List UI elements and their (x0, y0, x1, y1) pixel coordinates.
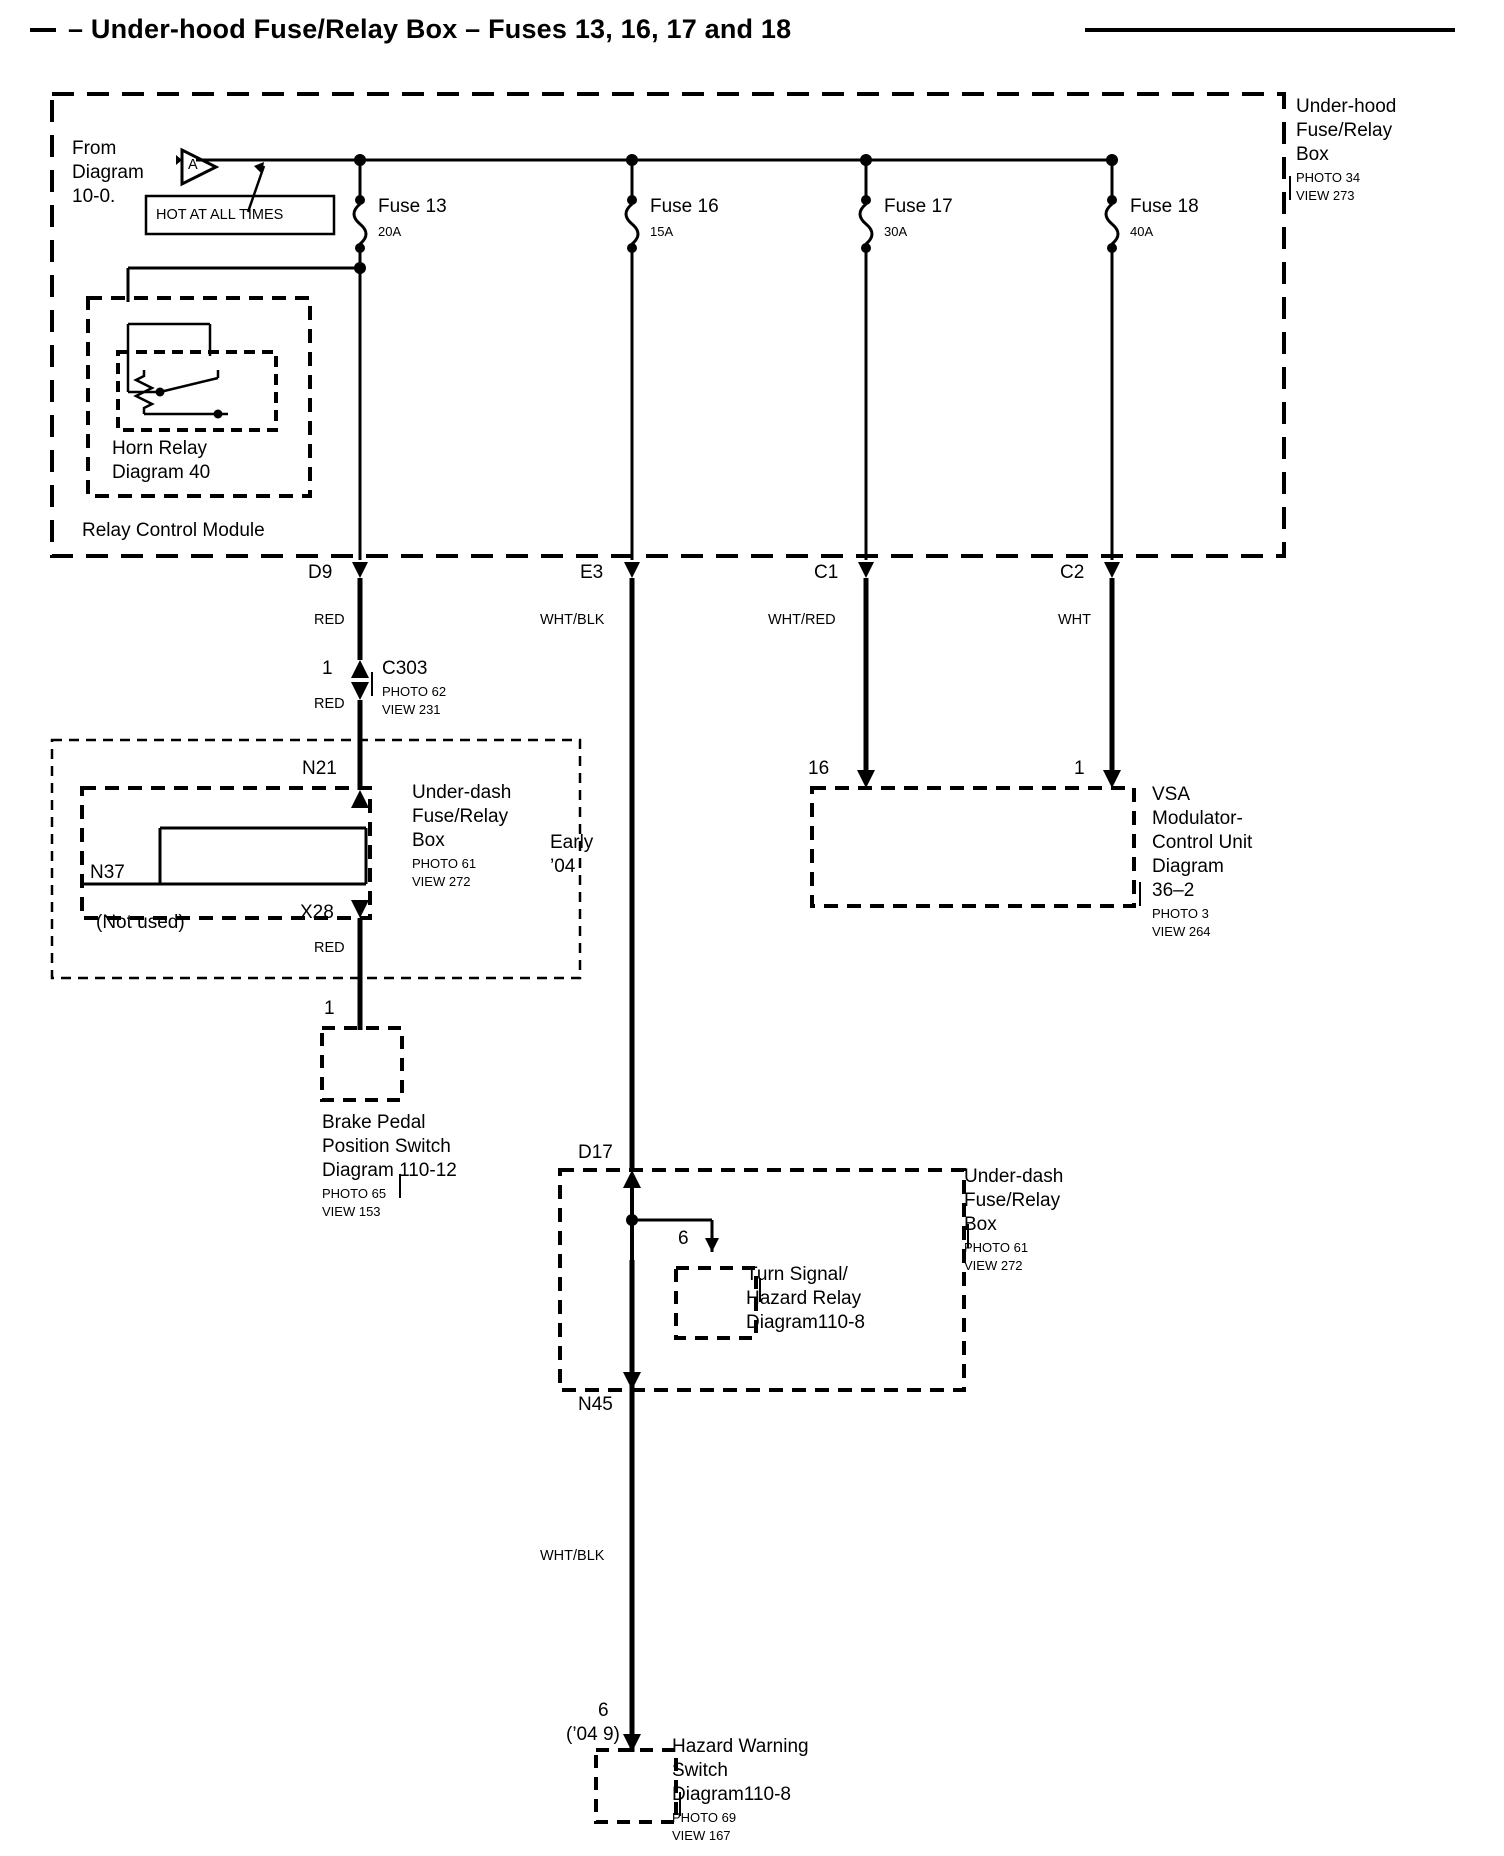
wire-e3: WHT/BLK (540, 612, 605, 628)
vsa-arrow-1 (1103, 770, 1121, 788)
horn-relay-contact-arm (160, 378, 218, 392)
underdash-lower-line3: Box (964, 1214, 997, 1235)
underhood-label-line2: Fuse/Relay (1296, 120, 1393, 141)
vsa-arrow-16 (857, 770, 875, 788)
underdash-box-early-outline (82, 788, 370, 918)
vsa-pin-16: 16 (808, 758, 830, 779)
f17-dot-top (861, 195, 871, 205)
horn-relay-node-1 (214, 410, 223, 419)
hazard-switch-outline (596, 1750, 676, 1822)
turn-relay-line2: Hazard Relay (746, 1288, 862, 1309)
x28-wire-label: RED (314, 940, 345, 956)
horn-relay-label-line2: Diagram 40 (112, 462, 211, 483)
f13-element (354, 204, 366, 244)
underdash-lower-line1: Under-dash (964, 1166, 1064, 1187)
fuse-16-name: Fuse 16 (650, 196, 719, 217)
underdash-early-photo: PHOTO 61 (412, 856, 477, 871)
hazard-pin: 6 (598, 1700, 609, 1721)
underhood-photo: PHOTO 34 (1296, 170, 1361, 185)
lower-wire-label: WHT/BLK (540, 1548, 605, 1564)
f17-element (860, 204, 872, 244)
fuse-18-rating: 40A (1130, 224, 1154, 239)
fuse-13-rating: 20A (378, 224, 402, 239)
pin-d9: D9 (308, 562, 333, 583)
source-label-line3: 10-0. (72, 186, 116, 207)
brake-view: VIEW 153 (322, 1204, 381, 1219)
f16-element (626, 204, 638, 244)
underdash-lower-line2: Fuse/Relay (964, 1190, 1061, 1211)
f18-element (1106, 204, 1118, 244)
n45-arrow (623, 1372, 641, 1390)
pin-e3: E3 (580, 562, 604, 583)
d17-arrow (623, 1170, 641, 1188)
c303-arrow-up (351, 660, 369, 678)
pin-n45: N45 (578, 1394, 613, 1415)
fuse-18-name: Fuse 18 (1130, 196, 1199, 217)
pin-n37-label: N37 (90, 862, 125, 883)
horn-relay-label-line1: Horn Relay (112, 438, 208, 459)
c303-arrow-down (351, 682, 369, 700)
wire-c2: WHT (1058, 612, 1092, 628)
n21-arrow (351, 790, 369, 808)
c303-photo: PHOTO 62 (382, 684, 447, 699)
f13-dot-top (355, 195, 365, 205)
x28-arrow (351, 900, 369, 918)
vsa-pin-1: 1 (1074, 758, 1085, 779)
vsa-line1: VSA (1152, 784, 1191, 805)
c303-name: C303 (382, 658, 428, 679)
f18-dot-top (1107, 195, 1117, 205)
vsa-line2: Modulator- (1152, 808, 1243, 829)
underhood-label-line3: Box (1296, 144, 1329, 165)
f13-node-relay (354, 262, 366, 274)
c303-view: VIEW 231 (382, 702, 441, 717)
underhood-view: VIEW 273 (1296, 188, 1355, 203)
page-title: – Under-hood Fuse/Relay Box – Fuses 13, 16, 17 and 18 (68, 14, 792, 44)
f13-arrow-d9 (352, 562, 368, 578)
source-label-line2: Diagram (72, 162, 144, 183)
underdash-early-line1: Under-dash (412, 782, 512, 803)
brake-line3: Diagram 110-12 (322, 1160, 457, 1181)
n37-note: (Not used) (96, 912, 185, 933)
fuse-17-name: Fuse 17 (884, 196, 953, 217)
hot-at-all-times-label: HOT AT ALL TIMES (156, 207, 284, 223)
f16-dot-top (627, 195, 637, 205)
c303-wire-below: RED (314, 696, 345, 712)
brake-switch-outline (322, 1028, 402, 1100)
fuse-13-name: Fuse 13 (378, 196, 447, 217)
pin-d17: D17 (578, 1142, 613, 1163)
underhood-label-line1: Under-hood (1296, 96, 1397, 117)
turn-relay-line1: Turn Signal/ (746, 1264, 848, 1285)
wire-d9: RED (314, 612, 345, 628)
hazard-line1: Hazard Warning (672, 1736, 809, 1757)
f17-arrow-c1 (858, 562, 874, 578)
turn-relay-line3: Diagram110-8 (746, 1312, 865, 1333)
vsa-line5: 36–2 (1152, 880, 1195, 901)
fuse-16-rating: 15A (650, 224, 674, 239)
brake-line1: Brake Pedal (322, 1112, 426, 1133)
pin-c2: C2 (1060, 562, 1085, 583)
fuse-17-rating: 30A (884, 224, 908, 239)
hazard-view: VIEW 167 (672, 1828, 731, 1843)
underdash-early-line3: Box (412, 830, 445, 851)
underdash-early-line2: Fuse/Relay (412, 806, 509, 827)
vsa-line4: Diagram (1152, 856, 1224, 877)
turn-relay-outline (676, 1268, 756, 1338)
underdash-lower-view: VIEW 272 (964, 1258, 1023, 1273)
source-label-line1: From (72, 138, 117, 159)
early04-line2: ’04 (550, 856, 576, 877)
pin-c1: C1 (814, 562, 839, 583)
f18-arrow-c2 (1104, 562, 1120, 578)
vsa-line3: Control Unit (1152, 832, 1253, 853)
c303-pin: 1 (322, 658, 333, 679)
brake-photo: PHOTO 65 (322, 1186, 387, 1201)
f16-arrow-e3 (624, 562, 640, 578)
brake-line2: Position Switch (322, 1136, 451, 1157)
brake-pin: 1 (324, 998, 335, 1019)
relay-pin6-arrow (705, 1238, 719, 1252)
source-marker-label: A (188, 157, 198, 173)
wire-c1: WHT/RED (768, 612, 836, 628)
vsa-photo: PHOTO 3 (1152, 906, 1209, 921)
relay-control-module-label: Relay Control Module (82, 520, 265, 541)
underdash-early-view: VIEW 272 (412, 874, 471, 889)
underdash-lower-photo: PHOTO 61 (964, 1240, 1029, 1255)
vsa-view: VIEW 264 (1152, 924, 1211, 939)
underhood-box-outline (52, 94, 1284, 556)
pin-x28: X28 (300, 902, 334, 923)
hazard-line3: Diagram110-8 (672, 1784, 791, 1805)
early04-line1: Early (550, 832, 594, 853)
pin-n21: N21 (302, 758, 337, 779)
hazard-line2: Switch (672, 1760, 728, 1781)
hazard-photo: PHOTO 69 (672, 1810, 737, 1825)
turn-relay-pin: 6 (678, 1228, 689, 1249)
vsa-outline (812, 788, 1134, 906)
hazard-note: (’04 9) (566, 1724, 620, 1745)
